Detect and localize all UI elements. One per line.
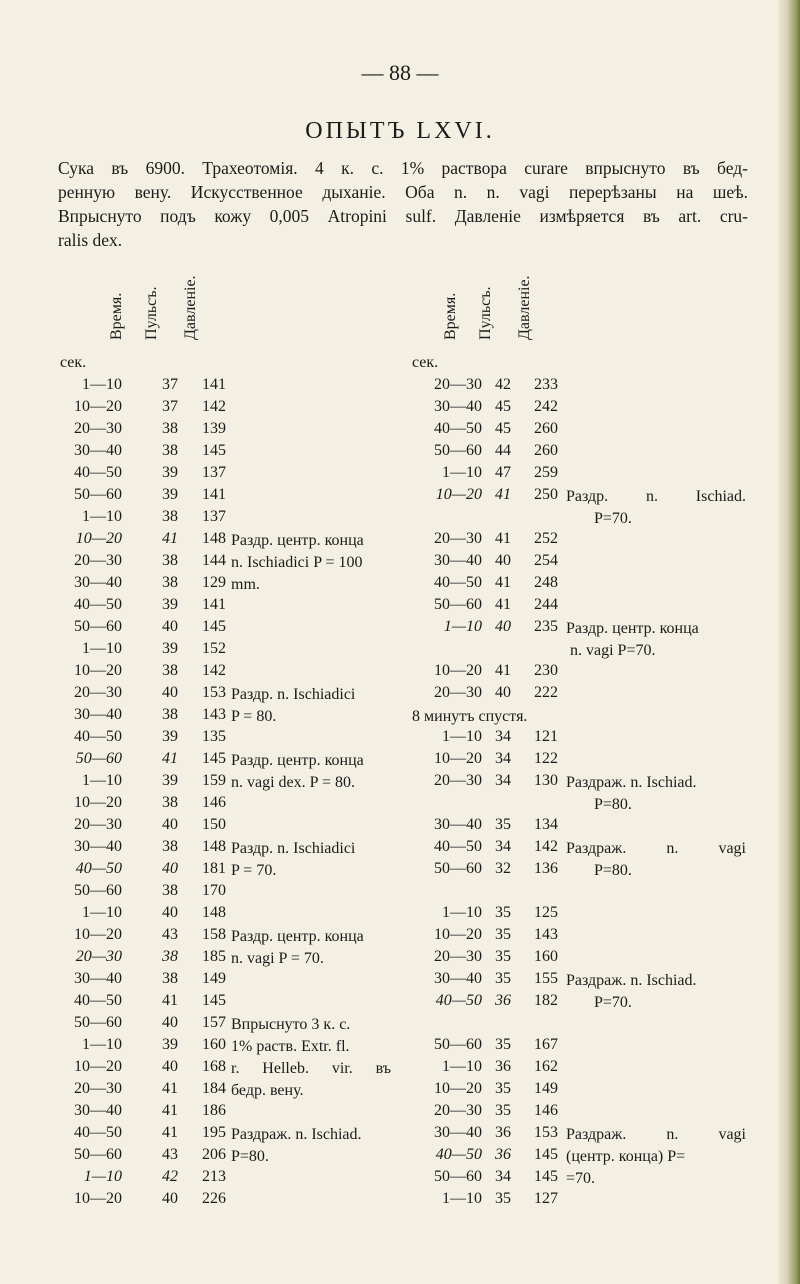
time-cell: 50—60 [434,1168,482,1185]
pulse-cell: 40 [495,684,511,701]
time-cell: 10—20 [75,530,122,547]
pulse-cell: 40 [162,684,178,701]
pressure-cell: 244 [534,596,558,613]
time-cell: 50—60 [434,442,482,459]
pressure-cell: 158 [202,926,226,943]
time-cell: 50—60 [434,596,482,613]
pressure-cell: 162 [534,1058,558,1075]
pressure-cell: 252 [534,530,558,547]
pulse-cell: 38 [162,794,178,811]
pressure-cell: 127 [534,1190,558,1207]
pulse-cell: 41 [495,596,511,613]
time-cell: 30—40 [434,970,482,987]
pressure-cell: 129 [202,574,226,591]
right-note [566,772,697,816]
time-cell: 30—40 [74,574,122,591]
pulse-cell: 41 [162,1124,178,1141]
pulse-cell: 39 [162,596,178,613]
time-cell: 10—20 [434,750,482,767]
header-pressure-right: Давленіе. [516,275,533,340]
mid-note [231,1014,391,1102]
time-cell: 1—10 [443,618,482,635]
intro-paragraph [58,156,748,252]
note-line: Раздр. центр. конца [231,532,364,549]
time-cell: 50—60 [74,882,122,899]
header-pressure-left: Давленіе. [182,275,199,340]
pressure-cell: 170 [202,882,226,899]
note-line: 1% раств. Extr. fl. [231,1038,350,1055]
pulse-cell: 35 [495,816,511,833]
time-cell: 50—60 [434,860,482,877]
mid-note [231,838,355,882]
time-cell: 20—30 [74,684,122,701]
pressure-cell: 137 [202,508,226,525]
pulse-cell: 32 [495,860,511,877]
time-cell: 40—50 [435,1146,482,1163]
page-title: ОПЫТЪ LXVI. [305,118,495,144]
pressure-cell: 160 [202,1036,226,1053]
note-line: Раздраж. n. vagi [566,1126,746,1143]
time-cell: 20—30 [74,816,122,833]
note-line: Раздр. центр. конца [566,620,699,637]
pressure-cell: 145 [202,618,226,635]
time-cell: 40—50 [434,838,482,855]
pressure-cell: 248 [534,574,558,591]
pressure-cell: 142 [534,838,558,855]
pressure-cell: 184 [202,1080,226,1097]
time-cell: 20—30 [434,1102,482,1119]
note-line: P=70. [594,510,632,527]
pulse-cell: 40 [162,860,178,877]
pressure-cell: 259 [534,464,558,481]
note-line: P=80. [594,796,632,813]
page-number: — 88 — [361,60,439,85]
pressure-cell: 130 [534,772,558,789]
intro-line: ренную вену. Искусственное дыханіе. Оба n. n. vagi перерѣзаны на шеѣ. [58,182,748,202]
note-line: Впрыснуто 3 к. с. [231,1016,351,1033]
pulse-cell: 39 [162,464,178,481]
time-cell: 30—40 [434,398,482,415]
pressure-cell: 153 [534,1124,558,1141]
mid-note [231,530,364,596]
time-cell: 20—30 [74,1080,122,1097]
units-left: сек. [60,354,87,371]
pulse-cell: 38 [162,420,178,437]
time-cell: 40—50 [74,596,122,613]
time-cell: 10—20 [434,926,482,943]
pulse-cell: 38 [162,948,178,965]
pressure-cell: 143 [534,926,558,943]
pulse-cell: 37 [162,398,178,415]
note-line: Раздр. n. Ischiad. [566,488,746,505]
pulse-cell: 35 [495,970,511,987]
note-line: Раздраж. n. vagi [566,840,746,857]
time-cell: 1—10 [442,904,482,921]
pressure-cell: 135 [202,728,226,745]
pulse-cell: 35 [495,1190,511,1207]
time-cell: 1—10 [82,1036,122,1053]
note-line: n. vagi P = 70. [231,950,324,967]
time-cell: 1—10 [442,728,482,745]
time-cell: 40—50 [74,728,122,745]
pressure-cell: 141 [202,486,226,503]
pressure-cell: 153 [202,684,226,701]
pulse-cell: 38 [162,706,178,723]
pressure-cell: 235 [534,618,558,635]
time-cell: 20—30 [434,948,482,965]
time-cell: 30—40 [74,442,122,459]
time-cell: 20—30 [434,684,482,701]
time-cell: 30—40 [74,706,122,723]
time-cell: 20—30 [434,376,482,393]
time-cell: 10—20 [74,1190,122,1207]
pulse-cell: 41 [162,530,178,547]
pressure-cell: 185 [202,948,226,965]
pulse-cell: 41 [495,486,511,503]
pressure-cell: 121 [534,728,558,745]
time-cell: 1—10 [82,376,122,393]
time-cell: 20—30 [74,552,122,569]
page-edge [778,0,800,1284]
note-line: Раздраж. n. Ischiad. [566,972,697,989]
note-line: r. Helleb. vir. въ [231,1060,391,1077]
pressure-cell: 168 [202,1058,226,1075]
time-cell: 40—50 [74,464,122,481]
time-cell: 40—50 [74,992,122,1009]
note-line: (центр. конца) P= [566,1148,686,1165]
time-cell: 40—50 [434,574,482,591]
pressure-cell: 242 [534,398,558,415]
time-cell: 10—20 [74,662,122,679]
pulse-cell: 36 [495,1146,511,1163]
pressure-cell: 152 [202,640,226,657]
time-cell: 20—30 [434,772,482,789]
pressure-cell: 150 [202,816,226,833]
pressure-cell: 155 [534,970,558,987]
pulse-cell: 45 [495,398,511,415]
note-line: n. vagi P=70. [570,642,656,659]
pulse-cell: 35 [495,926,511,943]
time-cell: 40—50 [74,1124,122,1141]
note-line: P = 70. [231,862,277,879]
pulse-cell: 42 [495,376,511,393]
time-cell: 30—40 [74,970,122,987]
note-line: Раздраж. n. Ischiad. [566,774,697,791]
pulse-cell: 41 [162,1102,178,1119]
time-cell: 10—20 [74,398,122,415]
pulse-cell: 40 [495,618,511,635]
time-cell: 50—60 [74,1014,122,1031]
time-cell: 10—20 [74,1058,122,1075]
pressure-cell: 141 [202,596,226,613]
pulse-cell: 36 [495,1058,511,1075]
header-time-left: Время. [108,292,125,340]
right-note [566,618,699,662]
right-note [566,486,746,530]
pulse-cell: 35 [495,904,511,921]
time-cell: 1—10 [442,1190,482,1207]
pressure-cell: 159 [202,772,226,789]
time-cell: 50—60 [434,1036,482,1053]
time-cell: 30—40 [434,552,482,569]
pulse-cell: 41 [495,574,511,591]
time-cell: 10—20 [74,926,122,943]
time-cell: 10—20 [434,662,482,679]
time-cell: 40—50 [435,992,482,1009]
pressure-cell: 160 [534,948,558,965]
pressure-cell: 145 [202,442,226,459]
note-line: mm. [231,576,260,593]
pulse-cell: 47 [495,464,511,481]
pressure-cell: 148 [202,838,226,855]
time-cell: 1—10 [83,1168,122,1185]
right-note [566,1124,746,1190]
pressure-cell: 134 [534,816,558,833]
pulse-cell: 40 [162,904,178,921]
pressure-cell: 144 [202,552,226,569]
pressure-cell: 226 [202,1190,226,1207]
pressure-cell: 143 [202,706,226,723]
pressure-cell: 122 [534,750,558,767]
pressure-cell: 142 [202,398,226,415]
pulse-cell: 38 [162,574,178,591]
pulse-cell: 38 [162,442,178,459]
pressure-cell: 142 [202,662,226,679]
pulse-cell: 41 [495,530,511,547]
pressure-cell: 136 [534,860,558,877]
time-cell: 50—60 [74,618,122,635]
pulse-cell: 45 [495,420,511,437]
right-note [566,838,746,882]
pulse-cell: 40 [162,1190,178,1207]
pulse-cell: 34 [495,728,511,745]
note-line: Раздр. n. Ischiadici [231,686,356,703]
pulse-cell: 35 [495,1080,511,1097]
pulse-cell: 38 [162,838,178,855]
pulse-cell: 38 [162,552,178,569]
pressure-cell: 260 [534,442,558,459]
pulse-cell: 40 [162,1014,178,1031]
header-pulse-left: Пульсъ. [143,286,160,340]
pressure-cell: 149 [534,1080,558,1097]
pulse-cell: 35 [495,948,511,965]
pressure-cell: 149 [202,970,226,987]
pulse-cell: 39 [162,486,178,503]
note-line: Раздраж. n. Ischiad. [231,1126,362,1143]
pressure-cell: 157 [202,1014,226,1031]
header-time-right: Время. [442,292,459,340]
right-note [566,970,697,1014]
pulse-cell: 34 [495,1168,511,1185]
pulse-cell: 43 [162,1146,178,1163]
pulse-cell: 40 [162,618,178,635]
pressure-cell: 125 [534,904,558,921]
time-cell: 1—10 [82,772,122,789]
pressure-cell: 260 [534,420,558,437]
pressure-cell: 195 [202,1124,226,1141]
minutes-later-note: 8 минутъ спустя. [412,708,528,725]
note-line: P = 80. [231,708,277,725]
time-cell: 50—60 [75,750,122,767]
pulse-cell: 41 [162,750,178,767]
time-cell: 30—40 [74,1102,122,1119]
mid-note [231,750,364,794]
pressure-cell: 181 [202,860,226,877]
time-cell: 20—30 [434,530,482,547]
time-cell: 50—60 [74,486,122,503]
time-cell: 40—50 [434,420,482,437]
pressure-cell: 145 [534,1168,558,1185]
pulse-cell: 41 [162,992,178,1009]
pulse-cell: 34 [495,750,511,767]
pulse-cell: 37 [162,376,178,393]
pulse-cell: 39 [162,1036,178,1053]
note-line: n. Ischiadici P = 100 [231,554,363,571]
pressure-cell: 148 [202,904,226,921]
pressure-cell: 145 [534,1146,558,1163]
pulse-cell: 38 [162,882,178,899]
pulse-cell: 40 [162,816,178,833]
pressure-cell: 167 [534,1036,558,1053]
pulse-cell: 34 [495,772,511,789]
time-cell: 30—40 [434,816,482,833]
mid-note [231,684,355,728]
pressure-cell: 145 [202,992,226,1009]
pressure-cell: 222 [534,684,558,701]
time-cell: 1—10 [82,508,122,525]
pressure-cell: 186 [202,1102,226,1119]
note-line: Раздр. центр. конца [231,928,364,945]
mid-note [231,926,364,970]
time-cell: 10—20 [435,486,482,503]
pulse-cell: 41 [162,1080,178,1097]
intro-line: Сука въ 6900. Трахеотомія. 4 к. с. 1% раствора curare впрыснуто въ бед- [58,158,748,178]
pulse-cell: 39 [162,772,178,789]
time-cell: 1—10 [442,1058,482,1075]
note-line: P=70. [594,994,632,1011]
pulse-cell: 40 [495,552,511,569]
time-cell: 1—10 [82,640,122,657]
units-right: сек. [412,354,439,371]
pulse-cell: 34 [495,838,511,855]
pressure-cell: 182 [534,992,558,1009]
pressure-cell: 230 [534,662,558,679]
pulse-cell: 38 [162,662,178,679]
pressure-cell: 206 [202,1146,226,1163]
pulse-cell: 39 [162,728,178,745]
pressure-cell: 213 [202,1168,226,1185]
note-line: Раздр. n. Ischiadici [231,840,356,857]
note-line: Раздр. центр. конца [231,752,364,769]
time-cell: 30—40 [74,838,122,855]
pressure-cell: 146 [202,794,226,811]
pressure-cell: 145 [202,750,226,767]
pressure-cell: 139 [202,420,226,437]
pressure-cell: 141 [202,376,226,393]
time-cell: 20—30 [75,948,122,965]
header-pulse-right: Пульсъ. [477,286,494,340]
pressure-cell: 148 [202,530,226,547]
pulse-cell: 36 [495,992,511,1009]
time-cell: 10—20 [74,794,122,811]
time-cell: 10—20 [434,1080,482,1097]
time-cell: 50—60 [74,1146,122,1163]
pressure-cell: 146 [534,1102,558,1119]
time-cell: 40—50 [75,860,122,877]
intro-line: Впрыснуто подъ кожу 0,005 Atropini sulf. Давленіе измѣряется въ art. cru- [58,206,748,226]
time-cell: 30—40 [434,1124,482,1141]
pulse-cell: 38 [162,970,178,987]
pulse-cell: 40 [162,1058,178,1075]
pulse-cell: 41 [495,662,511,679]
time-cell: 1—10 [82,904,122,921]
pulse-cell: 42 [162,1168,178,1185]
pulse-cell: 43 [162,926,178,943]
note-line: n. vagi dex. P = 80. [231,774,355,791]
pulse-cell: 38 [162,508,178,525]
pulse-cell: 36 [495,1124,511,1141]
pressure-cell: 250 [534,486,558,503]
pressure-cell: 137 [202,464,226,481]
time-cell: 20—30 [74,420,122,437]
pulse-cell: 35 [495,1036,511,1053]
time-cell: 1—10 [442,464,482,481]
note-line: =70. [566,1170,596,1187]
pulse-cell: 39 [162,640,178,657]
pressure-cell: 233 [534,376,558,393]
note-line: P=80. [231,1148,269,1165]
note-line: бедр. вену. [231,1082,304,1099]
pulse-cell: 35 [495,1102,511,1119]
note-line: P=80. [594,862,632,879]
pulse-cell: 44 [495,442,511,459]
mid-note [231,1124,362,1168]
intro-line: ralis dex. [58,230,123,250]
pressure-cell: 254 [534,552,558,569]
